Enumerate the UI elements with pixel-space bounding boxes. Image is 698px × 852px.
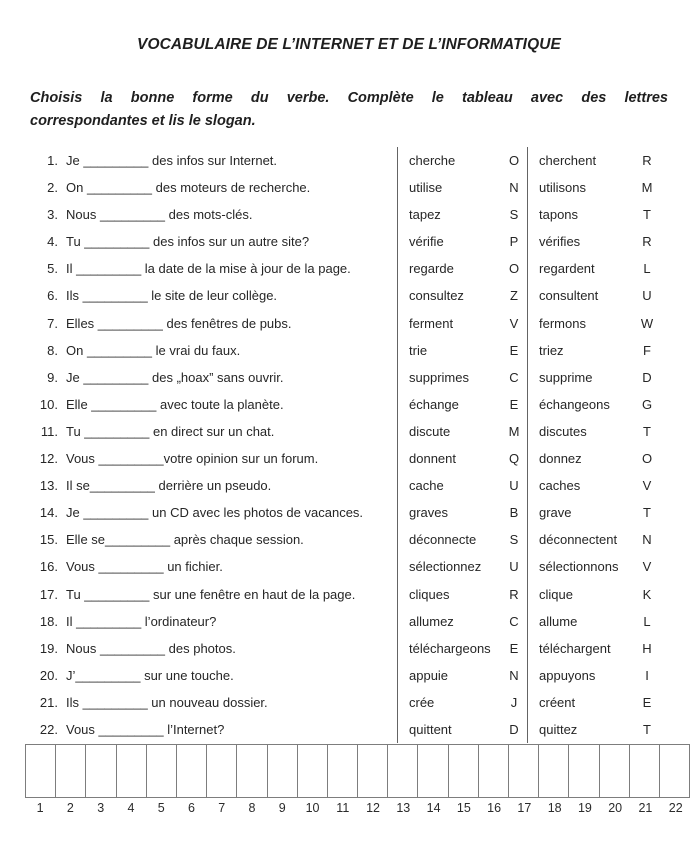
- code-letter-1: D: [509, 721, 519, 737]
- grid-number: 20: [608, 801, 623, 816]
- verb-option-1: cache: [409, 478, 444, 494]
- verb-option-2: consultent: [539, 288, 599, 304]
- verb-choice-1: [397, 689, 527, 716]
- verb-option-1: téléchargeons: [409, 640, 491, 656]
- code-letter-2: M: [641, 180, 653, 196]
- exercise-row: [32, 201, 660, 228]
- verb-choice-2: [527, 608, 660, 635]
- verb-option-2: fermons: [539, 315, 586, 331]
- sentence-with-blank: On _________ le vrai du faux.: [66, 342, 241, 358]
- slogan-cell: [600, 745, 630, 797]
- verb-choice-1: [397, 635, 527, 662]
- verb-option-2: vérifies: [539, 234, 581, 250]
- sentence-with-blank: Je _________ des infos sur Internet.: [66, 153, 278, 168]
- verb-option-1: cherche: [409, 153, 456, 168]
- sentence-with-blank: Ils _________ un nouveau dossier.: [66, 694, 268, 710]
- code-letter-2: T: [643, 505, 651, 521]
- code-letter-2: E: [642, 694, 652, 710]
- grid-number: 19: [577, 801, 592, 816]
- exercise-row: [32, 174, 660, 201]
- verb-choice-1: [397, 228, 527, 255]
- grid-number: 13: [396, 801, 411, 816]
- verb-option-2: discutes: [539, 423, 587, 439]
- row-number: 20.: [39, 667, 58, 683]
- row-number: 2.: [47, 180, 58, 196]
- verb-option-1: crée: [409, 694, 435, 710]
- grid-number: 8: [248, 801, 256, 816]
- verb-option-2: supprime: [539, 369, 593, 385]
- grid-number: 10: [305, 801, 320, 816]
- grid-number: 7: [218, 801, 226, 816]
- row-number: 22.: [39, 721, 58, 737]
- sentence-with-blank: Je _________ des „hoax” sans ouvrir.: [66, 369, 284, 385]
- slogan-grid: [25, 744, 690, 798]
- row-number: 17.: [39, 586, 58, 602]
- sentence-with-blank: Il se_________ derrière un pseudo.: [66, 478, 272, 494]
- verb-choice-2: [527, 391, 660, 418]
- exercise-row: [32, 391, 660, 418]
- instructions-line-2: correspondantes et lis le slogan.: [30, 112, 256, 129]
- verb-option-1: regarde: [409, 261, 454, 277]
- verb-choice-1: [397, 255, 527, 282]
- verb-option-1: vérifie: [409, 234, 444, 250]
- slogan-cell: [147, 745, 177, 797]
- sentence-with-blank: Elle _________ avec toute la planète.: [66, 396, 284, 412]
- code-letter-2: F: [643, 342, 651, 358]
- grid-number: 5: [157, 801, 165, 816]
- exercise-row: [32, 445, 660, 472]
- slogan-cell: [86, 745, 116, 797]
- verb-choice-2: [527, 174, 660, 201]
- code-letter-2: R: [642, 234, 652, 250]
- verb-option-1: graves: [409, 505, 449, 521]
- exercise-row: [32, 337, 660, 364]
- slogan-cell: [237, 745, 267, 797]
- verb-choice-2: [527, 147, 660, 174]
- code-letter-1: B: [509, 505, 519, 521]
- code-letter-2: H: [642, 640, 652, 656]
- grid-number: 1: [36, 801, 44, 816]
- exercise-row: [32, 472, 660, 499]
- slogan-cell: [177, 745, 207, 797]
- sentence-with-blank: Tu _________ en direct sur un chat.: [66, 423, 275, 439]
- code-letter-1: N: [509, 180, 519, 196]
- exercise-row: [32, 553, 660, 580]
- verb-option-2: cherchent: [539, 153, 597, 168]
- code-letter-2: T: [643, 207, 651, 223]
- verb-choice-2: [527, 662, 660, 689]
- worksheet-title: VOCABULAIRE DE L’INTERNET ET DE L’INFORMATIQUE: [137, 36, 561, 53]
- verb-choice-2: [527, 526, 660, 553]
- sentence-with-blank: Vous _________ l’Internet?: [66, 721, 225, 737]
- sentence-with-blank: Tu _________ sur une fenêtre en haut de la page.: [66, 586, 356, 602]
- sentence-with-blank: Elles _________ des fenêtres de pubs.: [66, 315, 292, 331]
- exercise-row: [32, 689, 660, 716]
- exercise-row: [32, 418, 660, 445]
- verb-choice-1: [397, 201, 527, 228]
- grid-number-row: [25, 801, 691, 815]
- code-letter-2: V: [642, 559, 652, 575]
- verb-choice-2: [527, 310, 660, 337]
- grid-number: 12: [366, 801, 380, 816]
- code-letter-2: R: [642, 153, 652, 168]
- verb-option-2: quittez: [539, 721, 578, 737]
- verb-choice-2: [527, 472, 660, 499]
- verb-choice-1: [397, 472, 527, 499]
- code-letter-2: G: [641, 396, 653, 412]
- code-letter-1: E: [509, 396, 519, 412]
- verb-option-1: trie: [409, 342, 428, 358]
- sentence-with-blank: Il _________ l’ordinateur?: [66, 613, 217, 629]
- verb-choice-1: [397, 581, 527, 608]
- verb-choice-2: [527, 282, 660, 309]
- row-number: 21.: [39, 694, 58, 710]
- code-letter-1: E: [509, 640, 519, 656]
- code-letter-1: R: [509, 586, 519, 602]
- code-letter-1: N: [509, 667, 519, 683]
- verb-choice-2: [527, 337, 660, 364]
- row-number: 4.: [47, 234, 58, 250]
- exercise-row: [32, 255, 660, 282]
- sentence-with-blank: J’_________ sur une touche.: [66, 667, 234, 683]
- code-letter-1: V: [509, 315, 519, 331]
- row-number: 14.: [39, 505, 58, 521]
- code-letter-1: U: [509, 478, 519, 494]
- verb-choice-1: [397, 337, 527, 364]
- code-letter-2: T: [643, 423, 651, 439]
- row-number: 1.: [47, 153, 58, 168]
- verb-option-2: regardent: [539, 261, 595, 277]
- instructions: [30, 87, 668, 132]
- slogan-cell: [539, 745, 569, 797]
- code-letter-1: C: [509, 613, 519, 629]
- slogan-cell: [328, 745, 358, 797]
- sentence-with-blank: Nous _________ des mots-clés.: [66, 207, 253, 223]
- verb-option-2: déconnectent: [539, 532, 618, 548]
- instructions-line-1: Choisis la bonne forme du verbe. Complète le tableau avec des lettres: [30, 90, 668, 106]
- verb-choice-2: [527, 201, 660, 228]
- sentence-with-blank: Nous _________ des photos.: [66, 640, 236, 656]
- row-number: 19.: [39, 640, 58, 656]
- verb-choice-2: [527, 635, 660, 662]
- slogan-cell: [268, 745, 298, 797]
- verb-option-2: sélectionnons: [539, 559, 619, 575]
- verb-choice-1: [397, 282, 527, 309]
- row-number: 13.: [39, 478, 58, 494]
- verb-choice-1: [397, 526, 527, 553]
- verb-option-1: consultez: [409, 288, 464, 304]
- row-number: 15.: [39, 532, 58, 548]
- verb-choice-2: [527, 228, 660, 255]
- exercise-row: [32, 581, 660, 608]
- grid-number: 14: [426, 801, 441, 816]
- code-letter-1: O: [508, 261, 520, 277]
- sentence-with-blank: Il _________ la date de la mise à jour de la page.: [66, 261, 351, 277]
- row-number: 16.: [39, 559, 58, 575]
- slogan-cell: [630, 745, 660, 797]
- exercise-row: [32, 228, 660, 255]
- sentence-with-blank: Elle se_________ après chaque session.: [66, 532, 304, 548]
- grid-number: 21: [638, 801, 653, 816]
- verb-option-1: quittent: [409, 721, 452, 737]
- code-letter-2: L: [643, 261, 651, 277]
- verb-option-1: échange: [409, 396, 459, 412]
- verb-choice-1: [397, 391, 527, 418]
- slogan-cell: [479, 745, 509, 797]
- grid-number: 22: [668, 801, 683, 816]
- verb-option-1: sélectionnez: [409, 559, 482, 575]
- slogan-cell: [26, 745, 56, 797]
- exercise-row: [32, 364, 660, 391]
- code-letter-2: T: [643, 721, 651, 737]
- slogan-cell: [509, 745, 539, 797]
- grid-number: 16: [487, 801, 502, 816]
- verb-choice-2: [527, 418, 660, 445]
- slogan-cell: [388, 745, 418, 797]
- grid-number: 11: [336, 801, 350, 816]
- grid-number: 2: [66, 801, 74, 816]
- sentence-with-blank: On _________ des moteurs de recherche.: [66, 180, 311, 196]
- verb-option-2: utilisons: [539, 180, 586, 196]
- code-letter-2: V: [642, 478, 652, 494]
- slogan-cell: [56, 745, 86, 797]
- row-number: 12.: [39, 451, 58, 467]
- slogan-cell: [569, 745, 599, 797]
- exercise-row: [32, 499, 660, 526]
- grid-number: 3: [97, 801, 105, 816]
- exercise-row: [32, 526, 660, 553]
- slogan-cell: [117, 745, 147, 797]
- verb-choice-1: [397, 364, 527, 391]
- verb-choice-2: [527, 499, 660, 526]
- code-letter-1: Z: [510, 288, 518, 304]
- verb-option-2: appuyons: [539, 667, 596, 683]
- grid-number: 17: [517, 801, 532, 816]
- grid-number: 15: [456, 801, 471, 816]
- row-number: 3.: [47, 207, 58, 223]
- verb-option-1: utilise: [409, 180, 443, 196]
- code-letter-2: K: [642, 586, 652, 602]
- row-number: 8.: [47, 342, 58, 358]
- exercise-row: [32, 662, 660, 689]
- verb-option-2: grave: [539, 505, 572, 521]
- row-number: 9.: [47, 369, 58, 385]
- verb-option-1: appuie: [409, 667, 449, 683]
- code-letter-2: U: [642, 288, 652, 304]
- verb-choice-1: [397, 716, 527, 743]
- verb-option-2: créent: [539, 694, 576, 710]
- verb-choice-1: [397, 553, 527, 580]
- row-number: 11.: [40, 423, 58, 439]
- code-letter-1: U: [509, 559, 519, 575]
- exercise-table: [32, 147, 660, 743]
- exercise-row: [32, 608, 660, 635]
- verb-option-1: ferment: [409, 315, 454, 331]
- code-letter-2: D: [642, 369, 652, 385]
- slogan-cell: [449, 745, 479, 797]
- code-letter-1: O: [508, 153, 520, 168]
- verb-choice-2: [527, 364, 660, 391]
- slogan-cell: [207, 745, 237, 797]
- verb-choice-2: [527, 445, 660, 472]
- code-letter-2: N: [642, 532, 652, 548]
- verb-option-1: discute: [409, 423, 451, 439]
- code-letter-1: J: [510, 694, 518, 710]
- slogan-cell: [298, 745, 328, 797]
- verb-choice-1: [397, 662, 527, 689]
- verb-option-1: supprimes: [409, 369, 469, 385]
- code-letter-1: S: [509, 207, 519, 223]
- verb-option-2: tapons: [539, 207, 579, 223]
- verb-choice-1: [397, 147, 527, 174]
- verb-choice-2: [527, 716, 660, 743]
- exercise-row: [32, 635, 660, 662]
- grid-number: 9: [278, 801, 286, 816]
- code-letter-1: M: [508, 423, 520, 439]
- slogan-cell: [418, 745, 448, 797]
- verb-option-2: clique: [539, 586, 573, 602]
- verb-option-2: échangeons: [539, 396, 610, 412]
- sentence-with-blank: Je _________ un CD avec les photos de vacances.: [66, 505, 364, 521]
- row-number: 7.: [47, 315, 58, 331]
- verb-option-2: téléchargent: [539, 640, 611, 656]
- sentence-with-blank: Vous _________ un fichier.: [66, 559, 223, 575]
- verb-choice-1: [397, 445, 527, 472]
- grid-number: 4: [127, 801, 135, 816]
- verb-option-2: triez: [539, 342, 564, 358]
- code-letter-2: W: [640, 315, 654, 331]
- grid-number: 18: [547, 801, 562, 816]
- verb-choice-1: [397, 608, 527, 635]
- code-letter-1: Q: [508, 451, 520, 467]
- verb-choice-2: [527, 689, 660, 716]
- code-letter-1: S: [509, 532, 519, 548]
- row-number: 10.: [39, 396, 58, 412]
- verb-choice-2: [527, 581, 660, 608]
- verb-choice-1: [397, 499, 527, 526]
- verb-option-2: allume: [539, 613, 578, 629]
- grid-number: 6: [187, 801, 195, 816]
- verb-option-2: donnez: [539, 451, 582, 467]
- verb-option-1: tapez: [409, 207, 441, 223]
- slogan-cell: [660, 745, 689, 797]
- verb-choice-2: [527, 255, 660, 282]
- code-letter-2: O: [641, 451, 653, 467]
- exercise-row: [32, 147, 660, 174]
- code-letter-1: E: [509, 342, 519, 358]
- code-letter-2: I: [645, 667, 649, 683]
- code-letter-1: P: [509, 234, 519, 250]
- verb-choice-1: [397, 310, 527, 337]
- sentence-with-blank: Tu _________ des infos sur un autre site?: [66, 234, 310, 250]
- verb-option-1: cliques: [409, 586, 450, 602]
- verb-choice-1: [397, 174, 527, 201]
- verb-option-1: donnent: [409, 451, 456, 467]
- row-number: 5.: [47, 261, 58, 277]
- exercise-row: [32, 310, 660, 337]
- verb-choice-2: [527, 553, 660, 580]
- code-letter-1: C: [509, 369, 519, 385]
- exercise-row: [32, 282, 660, 309]
- row-number: 6.: [47, 288, 58, 304]
- verb-choice-1: [397, 418, 527, 445]
- exercise-row: [32, 716, 660, 743]
- verb-option-1: allumez: [409, 613, 454, 629]
- code-letter-2: L: [643, 613, 651, 629]
- verb-option-2: caches: [539, 478, 581, 494]
- row-number: 18.: [39, 613, 58, 629]
- sentence-with-blank: Ils _________ le site de leur collège.: [66, 288, 278, 304]
- verb-option-1: déconnecte: [409, 532, 477, 548]
- slogan-cell: [358, 745, 388, 797]
- sentence-with-blank: Vous _________votre opinion sur un forum.: [66, 451, 319, 467]
